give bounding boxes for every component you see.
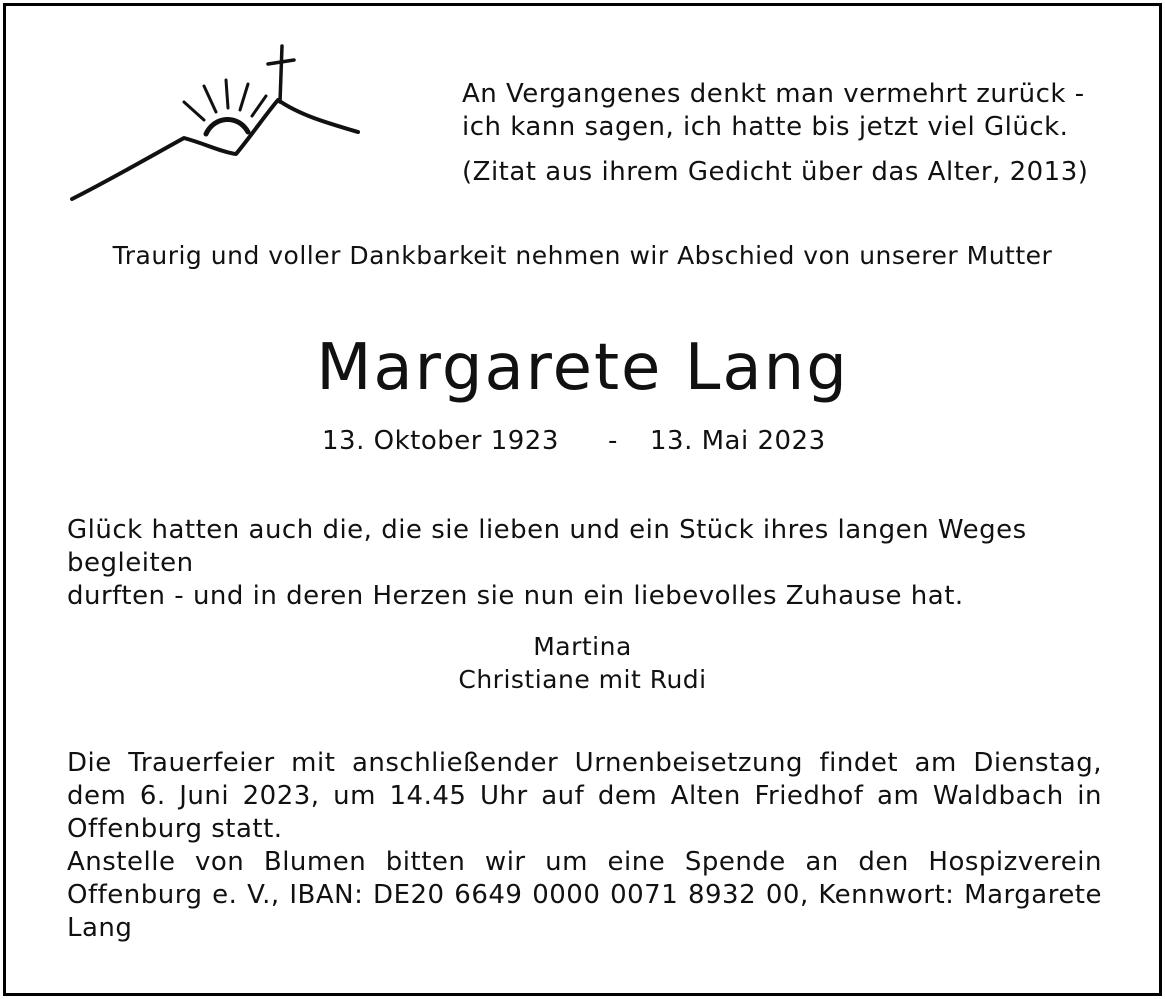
deceased-name: Margarete Lang [316, 331, 849, 405]
intro-text: Traurig und voller Dankbarkeit nehmen wir Abschied von unserer Mutter [112, 241, 1053, 270]
verse-line: Glück hatten auch die, die sie lieben und ein Stück ihres langen Weges begleiten [67, 515, 1027, 578]
quote-source: (Zitat aus ihrem Gedicht über das Alter, 2013) [462, 157, 1089, 187]
family-signatures [0, 630, 1165, 696]
quote-line: An Vergangenes denkt man vermehrt zurück - [462, 79, 1085, 109]
quote [462, 78, 1122, 144]
death-date: 13. Mai 2023 [650, 426, 826, 456]
verse-line: durften - und in deren Herzen sie nun ein liebevolles Zuhause hat. [67, 581, 964, 611]
family-member: Christiane mit Rudi [458, 665, 707, 694]
date-separator: - [608, 426, 618, 456]
service-info [67, 747, 1102, 945]
family-member: Martina [533, 632, 632, 661]
verse [67, 514, 1102, 613]
ceremony-text: Die Trauerfeier mit anschließender Urnenbeisetzung findet am Dienstag, dem 6. Juni 2023, um 14.45 Uhr auf dem Alten Friedhof am Waldbach in Offenburg statt. [67, 748, 1102, 844]
mountain-cross-sun-icon [66, 44, 366, 209]
quote-line: ich kann sagen, ich hatte bis jetzt viel Glück. [462, 112, 1069, 142]
birth-date: 13. Oktober 1923 [322, 426, 559, 456]
life-dates [322, 424, 882, 458]
donation-text: Anstelle von Blumen bitten wir um eine Spende an den Hospizverein Offenburg e. V., IBAN: DE20 6649 0000 0071 8932 00, Kennwort: Margarete Lang [67, 847, 1102, 943]
